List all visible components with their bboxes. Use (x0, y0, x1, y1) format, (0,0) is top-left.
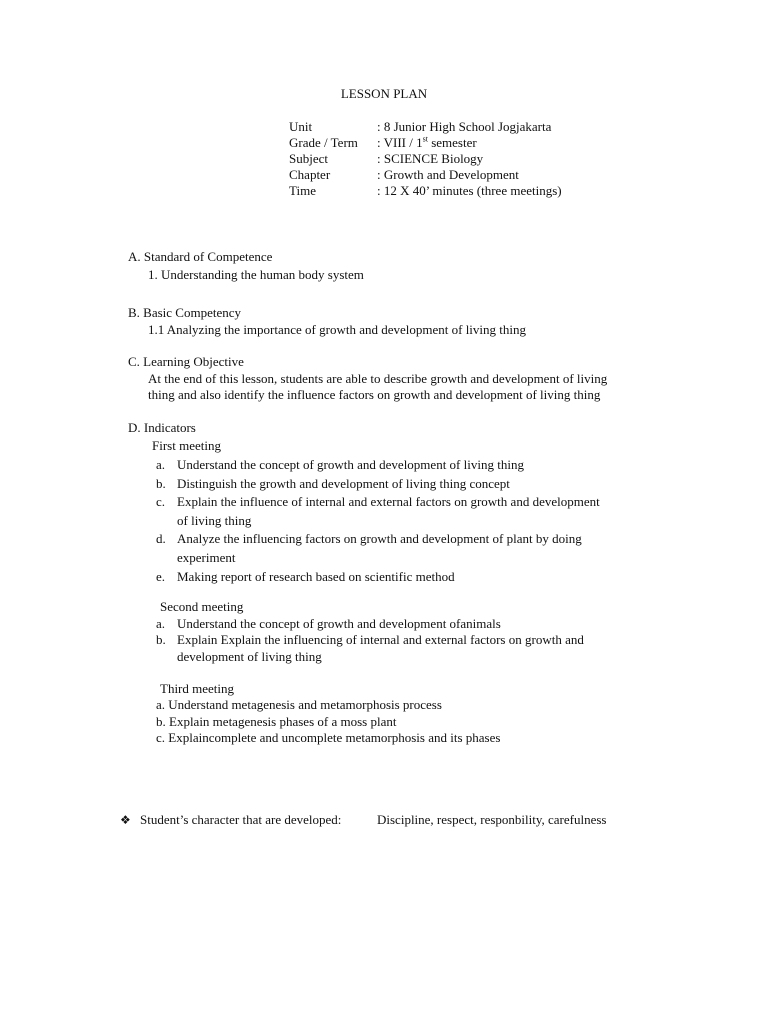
grade-value-main: : VIII / 1 (377, 135, 423, 150)
subject-value: : SCIENCE Biology (377, 151, 484, 166)
first-item-c-text-2: of living thing (177, 513, 252, 528)
time-value: : 12 X 40’ minutes (three meetings) (377, 183, 562, 198)
first-item-e-marker: e. (156, 569, 166, 584)
first-item-c-marker: c. (156, 494, 166, 509)
unit-value: : 8 Junior High School Jogjakarta (377, 119, 552, 134)
document-title: LESSON PLAN (340, 86, 428, 101)
third-meeting-label: Third meeting (160, 681, 235, 696)
chapter-label: Chapter (289, 167, 331, 182)
diamond-bullet-icon: ❖ (120, 813, 131, 827)
second-item-a-marker: a. (156, 616, 166, 631)
second-meeting-label: Second meeting (160, 599, 244, 614)
grade-value-superscript: st (422, 134, 428, 144)
second-item-b-marker: b. (156, 632, 166, 647)
second-item-b-text-1: Explain Explain the influencing of internal and external factors on growth and (177, 632, 584, 647)
first-item-d-text-2: experiment (177, 550, 236, 565)
first-item-e-text: Making report of research based on scientific method (177, 569, 455, 584)
first-item-a-marker: a. (156, 457, 166, 472)
first-item-c-text-1: Explain the influence of internal and external factors on growth and development (177, 494, 600, 509)
first-item-b-marker: b. (156, 476, 166, 491)
third-item-b: b. Explain metagenesis phases of a moss plant (156, 714, 397, 729)
objective-line-2: thing and also identify the influence factors on growth and development of living thing (148, 387, 601, 402)
time-label: Time (289, 183, 316, 198)
first-item-b-text: Distinguish the growth and development of living thing concept (177, 476, 510, 491)
section-c-heading: C. Learning Objective (128, 354, 244, 369)
chapter-value: : Growth and Development (377, 167, 519, 182)
subject-label: Subject (289, 151, 328, 166)
first-item-a-text: Understand the concept of growth and development of living thing (177, 457, 524, 472)
third-item-a: a. Understand metagenesis and metamorphosis process (156, 697, 442, 712)
character-value: Discipline, respect, responbility, carefulness (377, 812, 607, 827)
grade-value-suffix: semester (427, 135, 477, 150)
objective-line-1: At the end of this lesson, students are able to describe growth and development of living (148, 371, 608, 386)
second-item-a-text: Understand the concept of growth and development ofanimals (177, 616, 501, 631)
third-item-c: c. Explaincomplete and uncomplete metamorphosis and its phases (156, 730, 501, 745)
second-item-b-text-2: development of living thing (177, 649, 322, 664)
first-item-d-marker: d. (156, 531, 166, 546)
first-item-d-text-1: Analyze the influencing factors on growth and development of plant by doing (177, 531, 582, 546)
grade-label: Grade / Term (289, 135, 358, 150)
unit-label: Unit (289, 119, 313, 134)
section-a-item: 1. Understanding the human body system (148, 267, 364, 282)
grade-value (377, 135, 477, 151)
section-a-heading: A. Standard of Competence (128, 249, 273, 264)
section-b-item: 1.1 Analyzing the importance of growth and development of living thing (148, 322, 527, 337)
character-label: Student’s character that are developed: (140, 812, 342, 827)
first-meeting-label: First meeting (152, 438, 221, 453)
section-b-heading: B. Basic Competency (128, 305, 242, 320)
section-d-heading: D. Indicators (128, 420, 196, 435)
